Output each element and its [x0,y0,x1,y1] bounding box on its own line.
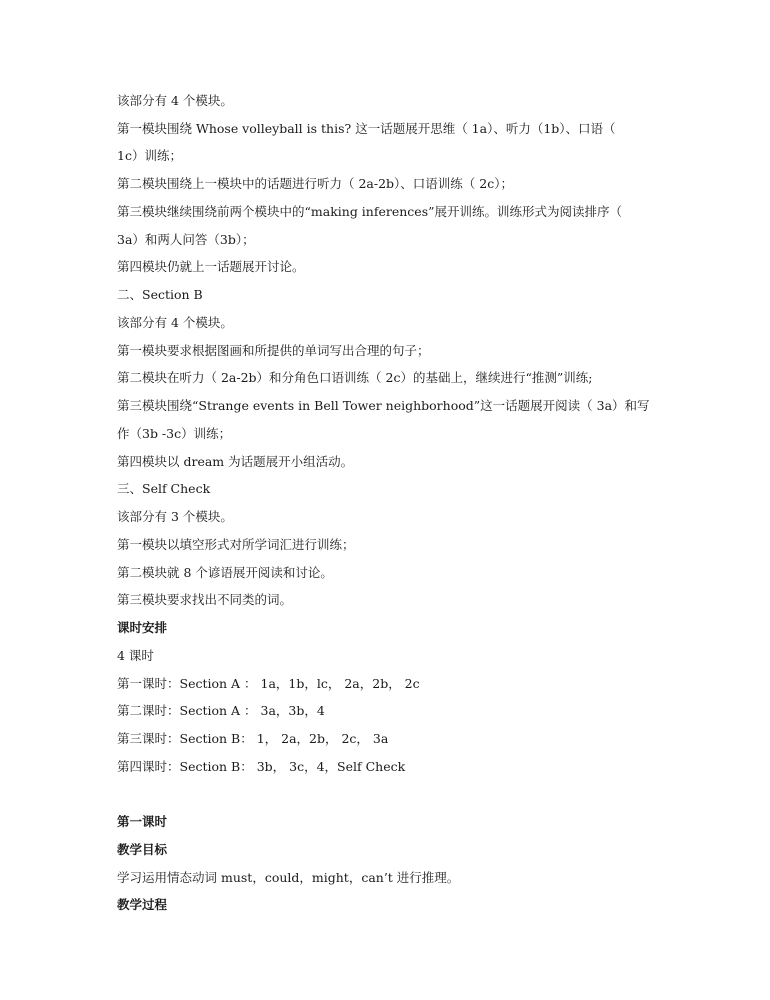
text-line: 4 课时 [117,648,154,663]
schedule-line: 第二课时：Section A ： 3a，3b，4 [117,703,325,718]
text-line: 学习运用情态动词 must，could，might，can’t 进行推理。 [117,870,460,885]
text-line: 第二模块围绕上一模块中的话题进行听力（ 2a-2b）、口语训练（ 2c）； [117,176,513,191]
section-heading: 三、Self Check [117,481,211,496]
text-line: 第二模块在听力（ 2a-2b）和分角色口语训练（ 2c）的基础上，继续进行“推测”训练; [117,370,593,385]
section-heading: 二、Section B [117,287,203,302]
text-line: 3a）和两人问答（3b）； [117,232,255,247]
text-line: 该部分有 3 个模块。 [117,509,233,524]
bold-heading: 第一课时 [117,814,168,829]
text-line: 1c）训练； [117,148,182,163]
bold-heading: 教学过程 [117,897,168,912]
text-line: 第一模块要求根据图画和所提供的单词写出合理的句子； [117,343,430,358]
schedule-line: 第一课时：Section A ： 1a，1b，lc， 2a，2b， 2c [117,676,420,691]
text-line: 第一模块以填空形式对所学词汇进行训练； [117,537,355,552]
schedule-line: 第四课时：Section B： 3b， 3c，4，Self Check [117,759,406,774]
text-line: 第一模块围绕 Whose volleyball is this? 这一话题展开思维（ 1a）、听力（1b）、口语（ [117,121,616,136]
text-line: 第三模块要求找出不同类的词。 [117,592,293,607]
text-line: 第三模块继续围绕前两个模块中的“making inferences”展开训练。训练形式为阅读排序（ [117,204,622,219]
text-line: 第二模块就 8 个谚语展开阅读和讨论。 [117,565,333,580]
text-line: 作（3b -3c）训练； [117,426,232,441]
schedule-line: 第三课时：Section B： 1， 2a，2b， 2c， 3a [117,731,389,746]
text-line: 第四模块以 dream 为话题展开小组活动。 [117,454,354,469]
text-line: 第三模块围绕“Strange events in Bell Tower neighborhood”这一话题展开阅读（ 3a）和写 [117,398,650,413]
text-line: 该部分有 4 个模块。 [117,315,233,330]
bold-heading: 课时安排 [117,620,168,635]
text-line: 第四模块仍就上一话题展开讨论。 [117,259,305,274]
text-line: 该部分有 4 个模块。 [117,93,233,108]
bold-heading: 教学目标 [117,842,168,857]
